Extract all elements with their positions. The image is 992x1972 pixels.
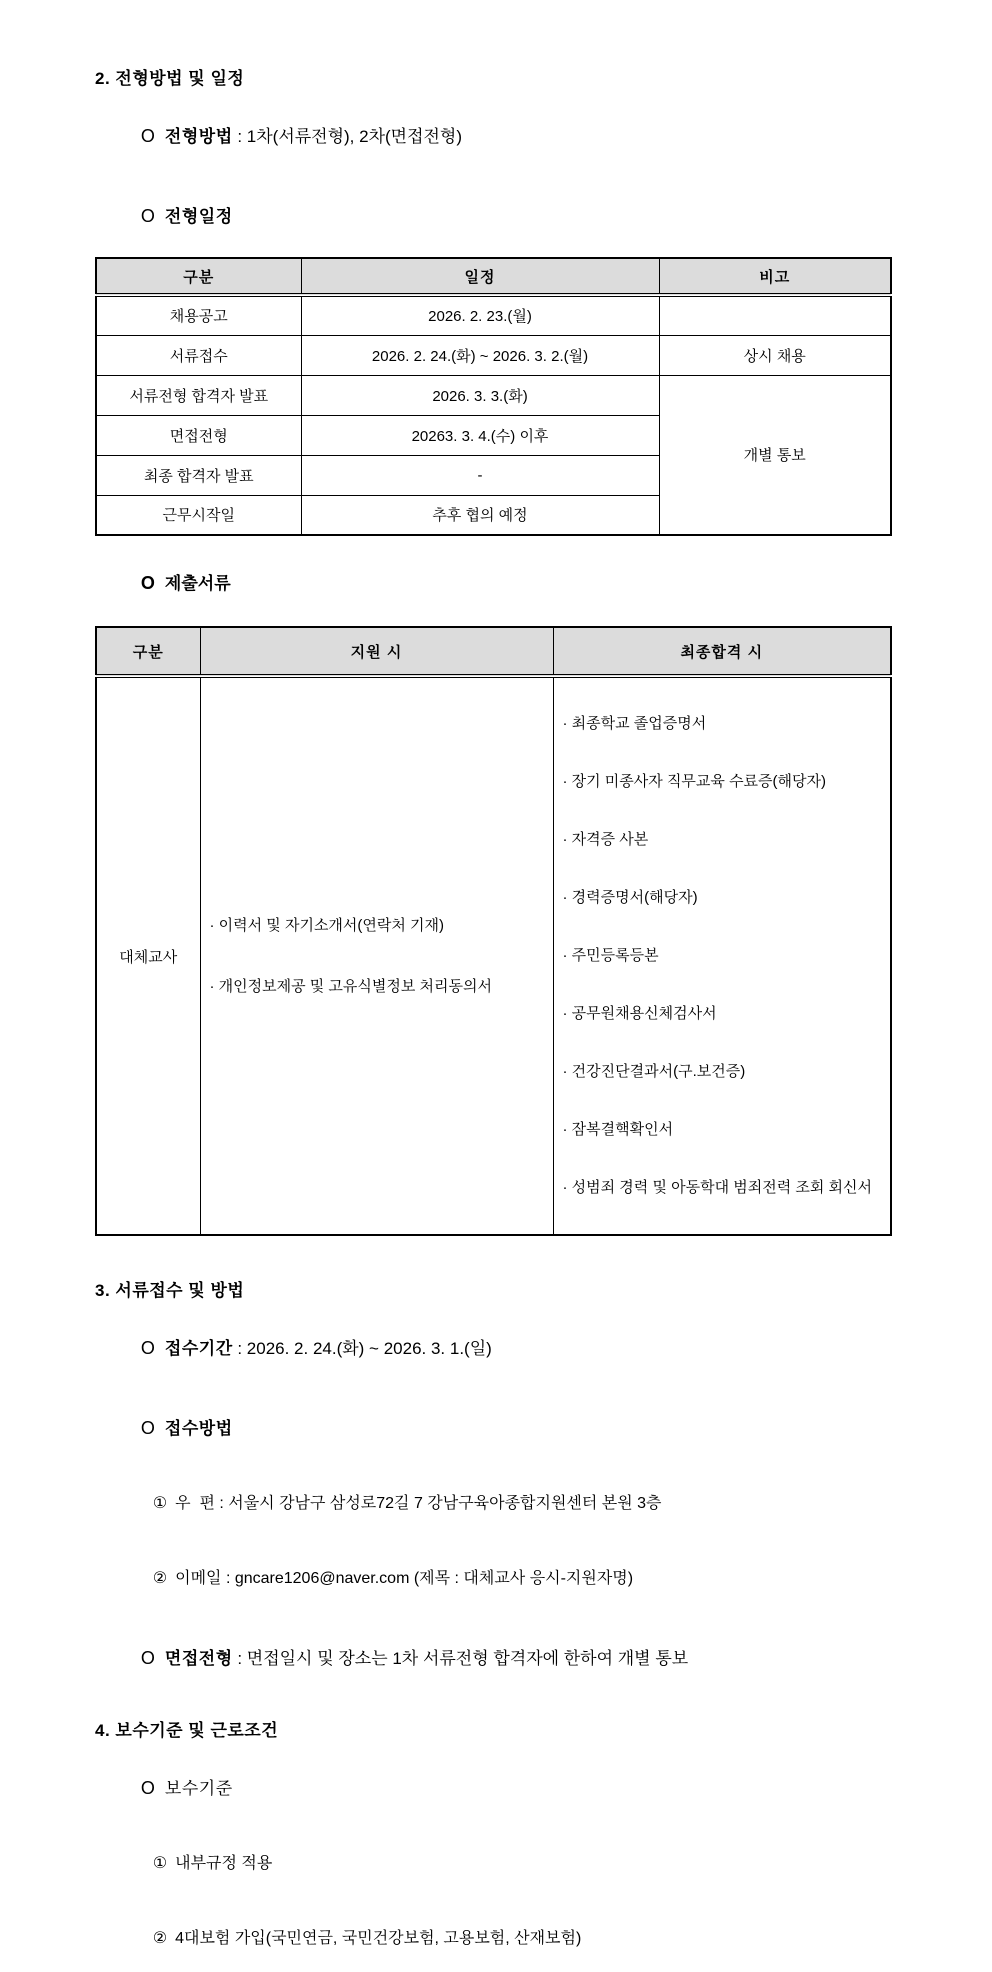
cell-category: 채용공고 xyxy=(96,295,301,335)
header-cell-category: 구분 xyxy=(96,627,200,676)
cell-category: 서류접수 xyxy=(96,335,301,375)
schedule-table-header-row xyxy=(96,258,891,295)
circle-bullet: O xyxy=(140,1338,155,1358)
receipt-period-line xyxy=(122,1315,992,1382)
circled-one-icon: ① xyxy=(152,1855,168,1872)
internal-rule-line xyxy=(135,1831,992,1897)
documents-section-label: 제출서류 xyxy=(164,574,231,593)
cell-note-merged: 개별 통보 xyxy=(659,375,891,535)
table-row xyxy=(96,375,891,415)
email-line xyxy=(135,1546,992,1612)
list-item: · 주민등록등본 xyxy=(562,947,659,964)
selection-method-line xyxy=(122,103,992,170)
list-item: · 성범죄 경력 및 아동학대 범죄전력 조회 회신서 xyxy=(562,1179,872,1196)
cell-schedule: 20263. 3. 4.(수) 이후 xyxy=(301,415,659,455)
email-text: 이메일 : gncare1206@naver.com (제목 : 대체교사 응시-지원자명) xyxy=(175,1570,634,1587)
header-cell-on-final-pass: 최종합격 시 xyxy=(553,627,891,676)
list-item: · 경력증명서(해당자) xyxy=(562,889,698,906)
circled-two-icon: ② xyxy=(152,1570,168,1587)
pay-standard-line xyxy=(122,1755,992,1822)
pay-standard-label: 보수기준 xyxy=(164,1779,233,1798)
documents-section-line xyxy=(122,550,992,617)
cell-note: 상시 채용 xyxy=(659,335,891,375)
table-row xyxy=(96,295,891,335)
list-item: · 장기 미종사자 직무교육 수료증(해당자) xyxy=(562,773,826,790)
circle-bullet: O xyxy=(140,1418,155,1438)
circle-bullet: O xyxy=(140,206,155,226)
cell-schedule: 2026. 2. 24.(화) ~ 2026. 3. 2.(월) xyxy=(301,335,659,375)
cell-apply-documents xyxy=(200,676,553,1235)
selection-schedule-line xyxy=(122,183,992,250)
header-cell-category: 구분 xyxy=(96,258,301,295)
list-item: · 공무원채용신체검사서 xyxy=(562,1005,717,1022)
circled-two-icon: ② xyxy=(152,1930,168,1947)
header-cell-note: 비고 xyxy=(659,258,891,295)
section-2-heading: 2. 전형방법 및 일정 xyxy=(95,69,245,88)
section-3-heading: 3. 서류접수 및 방법 xyxy=(95,1281,245,1300)
interview-notice-line xyxy=(122,1625,992,1692)
interview-value: : 면접일시 및 장소는 1차 서류전형 합격자에 한하여 개별 통보 xyxy=(232,1649,689,1668)
table-row xyxy=(96,335,891,375)
documents-table-header-row xyxy=(96,627,891,676)
list-item: · 잠복결핵확인서 xyxy=(562,1121,674,1138)
circled-one-icon: ① xyxy=(152,1495,168,1512)
cell-category: 근무시작일 xyxy=(96,495,301,535)
postal-address-text: 우 편 : 서울시 강남구 삼성로72길 7 강남구육아종합지원센터 본원 3층 xyxy=(175,1495,662,1512)
circle-bullet: O xyxy=(140,126,155,146)
schedule-table xyxy=(95,257,892,536)
header-cell-on-apply: 지원 시 xyxy=(200,627,553,676)
insurance-text: 4대보험 가입(국민연금, 국민건강보험, 고용보험, 산재보험) xyxy=(175,1930,582,1947)
list-item: · 이력서 및 자기소개서(연락처 기재) xyxy=(209,917,445,934)
cell-note xyxy=(659,295,891,335)
list-item: · 개인정보제공 및 고유식별정보 처리동의서 xyxy=(209,978,492,995)
list-item: · 최종학교 졸업증명서 xyxy=(562,715,707,732)
circle-bullet: O xyxy=(140,1778,155,1798)
list-item: · 건강진단결과서(구.보건증) xyxy=(562,1063,746,1080)
cell-schedule: 추후 협의 예정 xyxy=(301,495,659,535)
cell-final-pass-documents xyxy=(553,676,891,1235)
receipt-period-label: 접수기간 xyxy=(164,1339,233,1358)
cell-category: 서류전형 합격자 발표 xyxy=(96,375,301,415)
cell-schedule: - xyxy=(301,455,659,495)
selection-schedule-label: 전형일정 xyxy=(164,207,233,226)
interview-label: 면접전형 xyxy=(164,1649,233,1668)
cell-category: 최종 합격자 발표 xyxy=(96,455,301,495)
cell-schedule: 2026. 3. 3.(화) xyxy=(301,375,659,415)
circle-bullet: O xyxy=(140,1648,155,1668)
receipt-method-line xyxy=(122,1395,992,1462)
insurance-line xyxy=(135,1906,992,1972)
circle-bullet: O xyxy=(140,573,155,593)
list-item: · 자격증 사본 xyxy=(562,831,649,848)
documents-table xyxy=(95,626,892,1236)
selection-method-value: : 1차(서류전형), 2차(면접전형) xyxy=(232,127,463,146)
cell-category: 면접전형 xyxy=(96,415,301,455)
receipt-period-value: : 2026. 2. 24.(화) ~ 2026. 3. 1.(일) xyxy=(232,1339,492,1358)
internal-rule-text: 내부규정 적용 xyxy=(175,1855,273,1872)
cell-schedule: 2026. 2. 23.(월) xyxy=(301,295,659,335)
receipt-method-label: 접수방법 xyxy=(164,1419,233,1438)
selection-method-label: 전형방법 xyxy=(164,127,233,146)
postal-address-line xyxy=(135,1471,992,1537)
section-4-heading: 4. 보수기준 및 근로조건 xyxy=(95,1721,279,1740)
header-cell-schedule: 일정 xyxy=(301,258,659,295)
documents-table-body-row xyxy=(96,676,891,1235)
cell-category: 대체교사 xyxy=(96,676,200,1235)
